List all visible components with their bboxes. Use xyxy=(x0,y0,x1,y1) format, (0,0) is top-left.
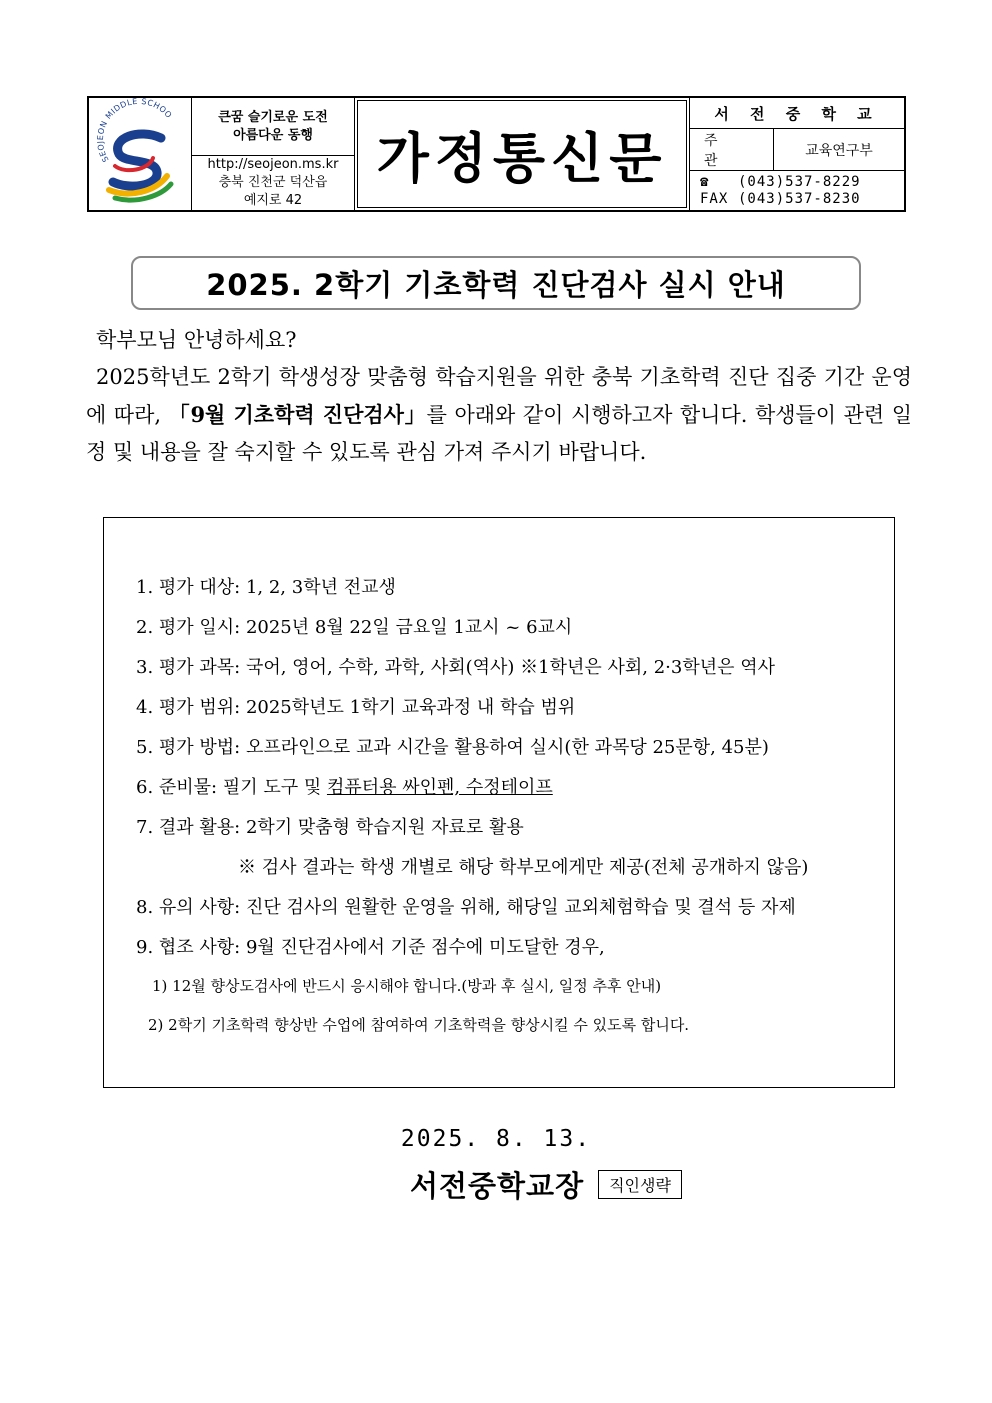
phone-fax xyxy=(690,171,904,210)
logo-arc-text: SEOJEON MIDDLE SCHOO xyxy=(95,98,174,164)
item-supplies xyxy=(136,773,553,799)
department-label: 주 관 xyxy=(690,129,774,170)
fax-label: FAX xyxy=(700,190,729,207)
department-value: 교육연구부 xyxy=(805,142,873,159)
para-before: 2025학년도 2학기 학생성장 맞춤형 학습지원을 위한 충북 기초학력 진단 집중 기간 운영에 따라, xyxy=(86,365,912,427)
school-logo xyxy=(89,98,192,210)
greeting: 학부모님 안녕하세요? xyxy=(96,328,297,352)
para-after: 를 아래와 같이 시행하고자 합니다. 학생들이 관련 일정 및 내용을 잘 숙지할 수 있도록 관심 가져 주시기 바랍니다. xyxy=(86,403,913,464)
item-cooperation-2: 2) 2학기 기초학력 향상반 수업에 참여하여 기초학력을 향상시킬 수 있도록 합니다. xyxy=(148,1016,690,1034)
item-cooperation-1: 1) 12월 향상도검사에 반드시 응시해야 합니다.(방과 후 실시, 일정 추후 안내) xyxy=(152,977,662,995)
school-address xyxy=(192,156,354,210)
slogan-line2: 아름다운 동행 xyxy=(233,127,313,143)
letterhead xyxy=(87,96,906,212)
contact-panel xyxy=(690,98,904,210)
item-usage-note: ※ 검사 결과는 학생 개별로 해당 학부모에게만 제공(전체 공개하지 않음) xyxy=(238,857,809,878)
details-box xyxy=(103,517,895,1088)
item-caution: 8. 유의 사항: 진단 검사의 원활한 운영을 위해, 해당일 교외체험학습 및 결석 등 자제 xyxy=(136,897,796,918)
para-bold: 「9월 기초학력 진단검사」 xyxy=(168,402,427,427)
school-info xyxy=(192,98,355,210)
school-logo-icon xyxy=(89,98,189,210)
item-schedule: 2. 평가 일시: 2025년 8월 22일 금요일 1교시 ~ 6교시 xyxy=(136,617,573,638)
department-row xyxy=(690,129,904,171)
newsletter-title: 가정통신문 xyxy=(355,98,690,210)
document-title: 2025. 2학기 기초학력 진단검사 실시 안내 xyxy=(131,256,861,310)
intro-paragraph xyxy=(86,359,912,471)
svg-text:SEOJEON MIDDLE SCHOOL xyxy=(89,98,174,164)
item-usage: 7. 결과 활용: 2학기 맞춤형 학습지원 자료로 활용 xyxy=(136,817,524,838)
phone-number: (043)537-8229 xyxy=(738,173,861,190)
item-scope: 4. 평가 범위: 2025학년도 1학기 교육과정 내 학습 범위 xyxy=(136,697,576,718)
issue-date: 2025. 8. 13. xyxy=(400,1126,592,1152)
seal-omitted: 직인생략 xyxy=(598,1170,682,1199)
address-line1: 충북 진천군 덕산읍 xyxy=(218,175,328,190)
principal-name: 서전중학교장 xyxy=(410,1169,585,1203)
address-line2: 예지로 42 xyxy=(243,193,303,208)
signature xyxy=(410,1164,682,1205)
phone-row xyxy=(700,174,904,191)
school-slogan xyxy=(192,98,354,156)
fax-number: (043)537-8230 xyxy=(738,190,861,207)
item-target: 1. 평가 대상: 1, 2, 3학년 전교생 xyxy=(136,577,396,598)
slogan-line1: 큰꿈 슬기로운 도전 xyxy=(218,109,328,125)
supplies-underline: 컴퓨터용 싸인펜, 수정테이프 xyxy=(326,777,553,798)
item-cooperation: 9. 협조 사항: 9월 진단검사에서 기준 점수에 미도달한 경우, xyxy=(136,937,605,958)
phone-icon: ☎ xyxy=(700,173,710,190)
intro-text xyxy=(86,322,912,471)
item-method: 5. 평가 방법: 오프라인으로 교과 시간을 활용하여 실시(한 과목당 25문항, 45분) xyxy=(136,737,769,758)
fax-row xyxy=(700,191,904,208)
school-name: 서 전 중 학 교 xyxy=(690,98,904,129)
school-url[interactable]: http://seojeon.ms.kr xyxy=(207,157,339,172)
item-subjects: 3. 평가 과목: 국어, 영어, 수학, 과학, 사회(역사) ※1학년은 사회, 2·3학년은 역사 xyxy=(136,657,775,678)
supplies-prefix: 6. 준비물: 필기 도구 및 xyxy=(136,777,327,798)
